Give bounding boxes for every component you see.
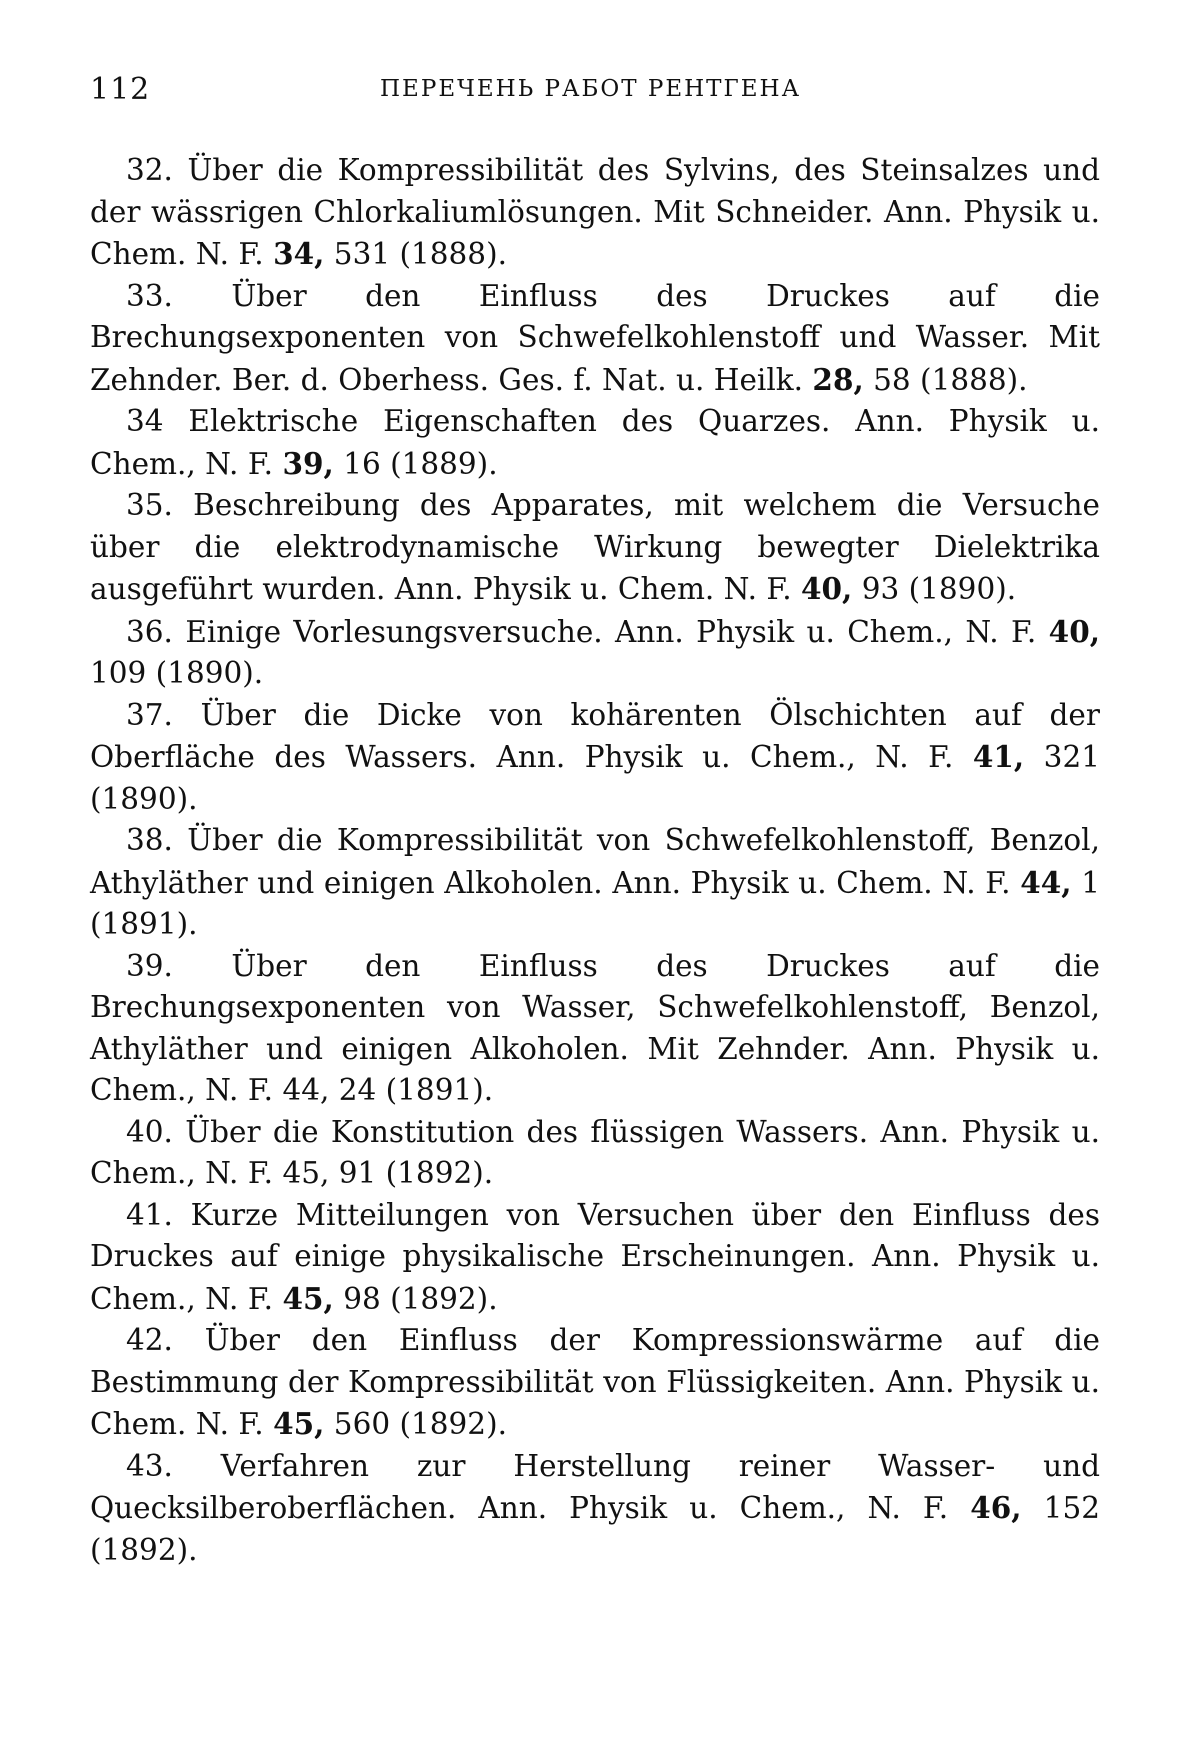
entry-volume: 28, bbox=[812, 361, 864, 397]
entry-rest: 93 (1890). bbox=[861, 572, 1017, 606]
entry-number: 41. bbox=[126, 1197, 173, 1232]
entry-rest: 58 (1888). bbox=[873, 362, 1028, 397]
entry-number: 42. bbox=[126, 1323, 173, 1357]
entry-rest: 98 (1892). bbox=[343, 1281, 498, 1316]
entry-volume: 44, bbox=[1020, 864, 1072, 900]
entry-text: Über den Einfluss des Druckes auf die Brechungsexponenten von Wasser, Schwefelkohlenstoff, Benzol, Athyläther und einigen Alkoholen. Mit Zehnder. Ann. Physik u. Chem., N. F. 44, 24 (1891). bbox=[90, 948, 1100, 1107]
bibliography-entry bbox=[90, 150, 1100, 276]
entry-text: Über die Kompressibilität des Sylvins, des Steinsalzes und der wässrigen Chlorkaliumlösungen. Mit Schneider. Ann. Physik u. Chem. N. F. bbox=[90, 153, 1100, 271]
page-number: 112 bbox=[90, 72, 151, 107]
entry-text: Über die Dicke von kohärenten Ölschichten auf der Oberfläche des Wassers. Ann. Physik u. Chem., N. F. bbox=[90, 697, 1100, 774]
entry-number: 36. bbox=[126, 614, 173, 649]
entry-text: Über den Einfluss des Druckes auf die Brechungsexponenten von Schwefelkohlenstoff und Wasser. Mit Zehnder. Ber. d. Oberhess. Ges. f. Nat. u. Heilk. bbox=[90, 278, 1100, 397]
bibliography-entry bbox=[90, 946, 1100, 1112]
entry-rest: 560 (1892). bbox=[333, 1407, 507, 1441]
entry-text: Über den Einfluss der Kompressionswärme auf die Bestimmung der Kompressibilität von Flüssigkeiten. Ann. Physik u. Chem. N. F. bbox=[90, 1323, 1100, 1441]
entry-volume: 41, bbox=[972, 739, 1025, 774]
entry-text: Einige Vorlesungsversuche. Ann. Physik u. Chem., N. F. bbox=[185, 614, 1037, 649]
entry-text: Elektrische Eigenschaften des Quarzes. Ann. Physik u. Chem., N. F. bbox=[90, 404, 1100, 481]
entry-volume: 34, bbox=[273, 236, 325, 271]
entry-number: 40. bbox=[126, 1114, 173, 1149]
entry-rest: 152 (1892). bbox=[90, 1491, 1100, 1567]
entry-number: 39. bbox=[126, 948, 173, 983]
entry-text: Beschreibung des Apparates, mit welchem die Versuche über die elektrodynamische Wirkung bewegter Dielektrika ausgeführt wurden. Ann. Physik u. Chem. N. F. bbox=[90, 488, 1100, 606]
entry-volume: 45, bbox=[282, 1280, 334, 1316]
bibliography-entry bbox=[90, 485, 1100, 611]
bibliography-entry bbox=[90, 611, 1100, 695]
bibliography-list bbox=[90, 150, 1100, 1571]
bibliography-entry bbox=[90, 1320, 1100, 1446]
entry-number: 38. bbox=[126, 823, 173, 857]
entry-number: 32. bbox=[126, 153, 173, 187]
entry-number: 37. bbox=[126, 697, 173, 732]
entry-rest: 1 (1891). bbox=[90, 865, 1100, 941]
entry-text: Kurze Mitteilungen von Versuchen über den Einfluss des Druckes auf einige physikalische Erscheinungen. Ann. Physik u. Chem., N. F. bbox=[90, 1197, 1100, 1316]
entry-text: Über die Konstitution des flüssigen Wassers. Ann. Physik u. Chem., N. F. 45, 91 (1892). bbox=[90, 1114, 1100, 1190]
entry-text: Über die Kompressibilität von Schwefelkohlenstoff, Benzol, Athyläther und einigen Alkoholen. Ann. Physik u. Chem. N. F. bbox=[90, 823, 1100, 900]
bibliography-entry bbox=[90, 695, 1100, 821]
entry-volume: 39, bbox=[282, 445, 334, 481]
bibliography-entry bbox=[90, 401, 1100, 485]
entry-volume: 46, bbox=[970, 1490, 1022, 1525]
entry-volume: 45, bbox=[273, 1406, 325, 1441]
entry-text: Verfahren zur Herstellung reiner Wasser- und Quecksilberoberflächen. Ann. Physik u. Chem., N. F. bbox=[90, 1448, 1100, 1525]
bibliography-entry bbox=[90, 1112, 1100, 1195]
entry-rest: 109 (1890). bbox=[90, 656, 264, 690]
entry-volume: 40, bbox=[801, 571, 853, 606]
entry-volume: 40, bbox=[1048, 613, 1100, 649]
running-title: ПЕРЕЧЕНЬ РАБОТ РЕНТГЕНА bbox=[380, 76, 802, 102]
entry-number: 43. bbox=[126, 1448, 173, 1483]
entry-rest: 321 (1890). bbox=[90, 740, 1100, 816]
entry-number: 34 bbox=[126, 404, 164, 438]
entry-number: 33. bbox=[126, 278, 173, 313]
bibliography-entry bbox=[90, 1195, 1100, 1321]
entry-rest: 531 (1888). bbox=[333, 237, 507, 271]
entry-number: 35. bbox=[126, 488, 173, 522]
entry-rest: 16 (1889). bbox=[343, 446, 498, 481]
bibliography-entry bbox=[90, 276, 1100, 402]
bibliography-entry bbox=[90, 1446, 1100, 1572]
page-header bbox=[90, 72, 1100, 112]
bibliography-entry bbox=[90, 820, 1100, 946]
